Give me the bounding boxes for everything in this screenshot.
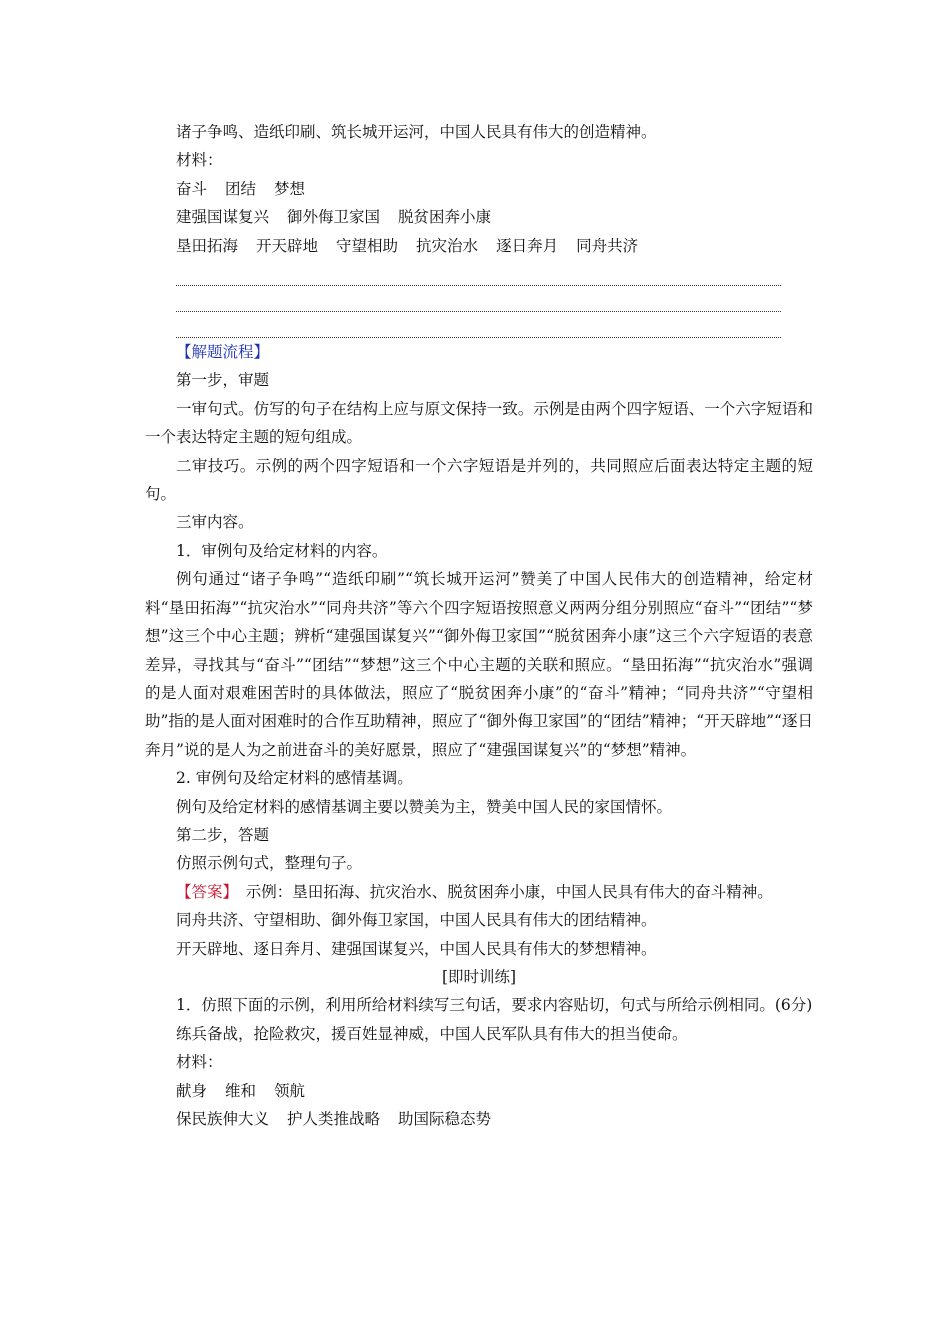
answer-line-1 bbox=[145, 878, 813, 906]
material-row-3 bbox=[145, 232, 813, 260]
material-phrase: 逐日奔月 bbox=[496, 236, 559, 255]
check-three: 三审内容。 bbox=[176, 513, 254, 532]
material-phrase: 建强国谋复兴 bbox=[176, 208, 270, 227]
item-two: 2. 审例句及给定材料的感情基调。 bbox=[176, 769, 413, 788]
material-label: 材料： bbox=[176, 151, 223, 170]
material-row-1 bbox=[145, 175, 813, 203]
material-word: 维和 bbox=[225, 1081, 257, 1100]
item-two-body: 例句及给定材料的感情基调主要以赞美为主，赞美中国人民的家国情怀。 bbox=[176, 797, 673, 816]
check-one: 一审句式。仿写的句子在结构上应与原文保持一致。示例是由两个四字短语、一个六字短语和一个表达特定主题的短句组成。 bbox=[145, 399, 813, 447]
item-one: 1．审例句及给定材料的内容。 bbox=[176, 541, 388, 560]
material-phrase: 同舟共济 bbox=[576, 236, 639, 255]
material-word: 献身 bbox=[176, 1081, 208, 1100]
material-phrase: 助国际稳态势 bbox=[398, 1110, 492, 1128]
material-word: 奋斗 bbox=[176, 179, 208, 198]
training-heading: [即时训练] bbox=[441, 967, 517, 986]
check-two: 二审技巧。示例的两个四字短语和一个六字短语是并列的，共同照应后面表达特定主题的短句。 bbox=[145, 456, 813, 504]
material-phrase: 护人类推战略 bbox=[287, 1110, 381, 1128]
question-one: 1．仿照下面的示例，利用所给材料续写三句话，要求内容贴切，句式与所给示例相同。(6分) bbox=[176, 996, 813, 1015]
example-sentence: 诸子争鸣、造纸印刷、筑长城开运河，中国人民具有伟大的创造精神。 bbox=[176, 123, 657, 141]
training-row-1 bbox=[145, 1077, 813, 1105]
material-phrase: 抗灾治水 bbox=[416, 236, 479, 255]
answer-text: 示例：垦田拓海、抗灾治水、脱贫困奔小康，中国人民具有伟大的奋斗精神。 bbox=[230, 882, 773, 901]
material-phrase: 保民族伸大义 bbox=[176, 1110, 270, 1128]
material-word: 团结 bbox=[225, 179, 257, 198]
item-one-body: 例句通过“诸子争鸣”“造纸印刷”“筑长城开运河”赞美了中国人民伟大的创造精神，给定材料“垦田拓海”“抗灾治水”“同舟共济”等六个四字短语按照意义两两分组分别照应“奋斗”“团结”“梦想”这三个中心主题；辨析“建强国谋复兴”“御外侮卫家国”“脱贫困奔小康”这三个六字短语的表意差异，寻找其与“奋斗”“团结”“梦想”这三个中心主题的关联和照应。“垦田拓海”“抗灾治水”强调的是人面对艰难困苦时的具体做法，照应了“脱贫困奔小康”的“奋斗”精神；“同舟共济”“守望相助”指的是人面对困难时的合作互助精神，照应了“御外侮卫家国”的“团结”精神；“开天辟地”“逐日奔月”说的是人为之前进奋斗的美好愿景，照应了“建强国谋复兴”的“梦想”精神。 bbox=[145, 570, 813, 759]
process-heading: 【解题流程】 bbox=[176, 343, 270, 362]
answer-blank-line bbox=[145, 286, 813, 312]
training-row-2 bbox=[145, 1105, 813, 1133]
answer-line-3: 开天辟地、逐日奔月、建强国谋复兴，中国人民具有伟大的梦想精神。 bbox=[176, 939, 657, 958]
step-one: 第一步，审题 bbox=[176, 371, 270, 390]
training-material-label: 材料： bbox=[176, 1053, 223, 1072]
material-phrase: 守望相助 bbox=[336, 236, 399, 255]
document-page bbox=[145, 118, 813, 1133]
answer-blank-line bbox=[145, 312, 813, 338]
material-phrase: 御外侮卫家国 bbox=[287, 208, 381, 227]
material-word: 梦想 bbox=[274, 179, 306, 198]
material-phrase: 脱贫困奔小康 bbox=[398, 208, 492, 227]
step-two: 第二步，答题 bbox=[176, 825, 270, 844]
answer-line-2: 同舟共济、守望相助、御外侮卫家国，中国人民具有伟大的团结精神。 bbox=[176, 911, 657, 930]
material-phrase: 垦田拓海 bbox=[176, 236, 239, 255]
material-phrase: 开天辟地 bbox=[256, 236, 319, 255]
question-one-example: 练兵备战，抢险救灾，援百姓显神威，中国人民军队具有伟大的担当使命。 bbox=[176, 1024, 688, 1043]
step-two-body: 仿照示例句式，整理句子。 bbox=[176, 854, 363, 873]
answer-label: 【答案】 bbox=[176, 882, 231, 901]
material-word: 领航 bbox=[274, 1081, 306, 1100]
answer-blank-line bbox=[145, 260, 813, 286]
material-row-2 bbox=[145, 203, 813, 231]
